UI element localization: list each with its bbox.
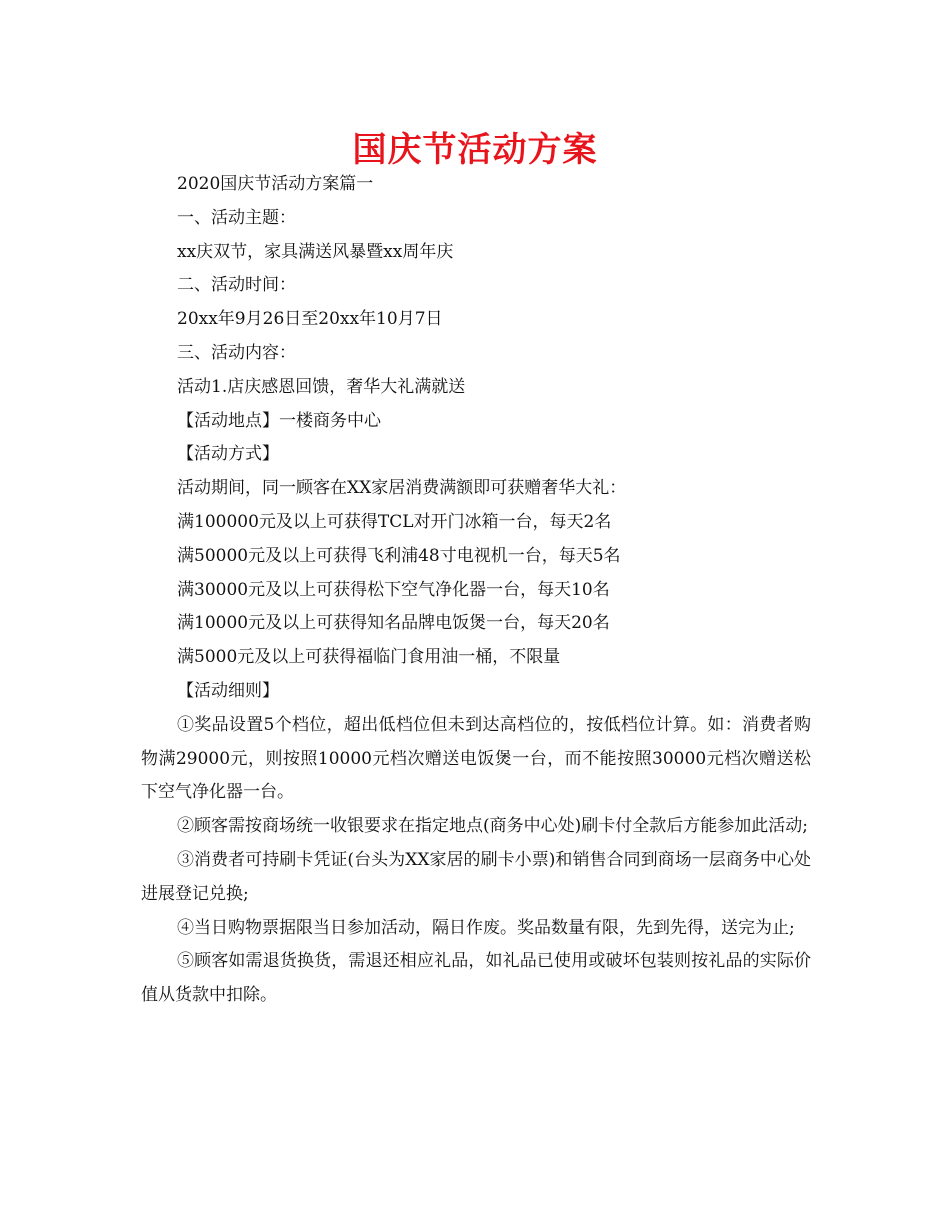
text-line: 【活动地点】一楼商务中心 (177, 410, 381, 431)
rule-paragraph: ②顾客需按商场统一收银要求在指定地点(商务中心处)刷卡付全款后方能参加此活动; (177, 816, 808, 837)
rule-paragraph: ⑤顾客如需退货换货，需退还相应礼品，如礼品已使用或破坏包装则按礼品的实际价值从货款中扣除。 (141, 951, 811, 1006)
text-line: 【活动方式】 (177, 444, 279, 465)
section-heading-theme: 一、活动主题： (177, 207, 296, 228)
text-line: 活动期间，同一顾客在XX家居消费满额即可获赠奢华大礼： (177, 478, 627, 499)
prize-tier-line: 满50000元及以上可获得飞利浦48寸电视机一台，每天5名 (177, 545, 621, 566)
heading-line: 2020国庆节活动方案篇一 (177, 174, 374, 194)
text-line: 【活动细则】 (177, 680, 279, 701)
document-title: 国庆节活动方案 (352, 130, 598, 170)
prize-tier-line: 满10000元及以上可获得知名品牌电饭煲一台，每天20名 (177, 613, 610, 634)
text-line: xx庆双节，家具满送风暴暨xx周年庆 (177, 241, 454, 262)
section-heading-content: 三、活动内容： (177, 342, 296, 363)
text-line: 20xx年9月26日至20xx年10月7日 (177, 309, 443, 330)
rule-paragraph: ③消费者可持刷卡凭证(台头为XX家居的刷卡小票)和销售合同到商场一层商务中心处进展登记兑换; (141, 849, 811, 904)
section-heading-time: 二、活动时间： (177, 275, 296, 296)
document-body (141, 168, 811, 1013)
rule-paragraph: ④当日购物票据限当日参加活动，隔日作废。奖品数量有限，先到先得，送完为止; (177, 917, 795, 938)
text-line: 活动1.店庆感恩回馈，奢华大礼满就送 (177, 376, 466, 397)
prize-tier-line: 满100000元及以上可获得TCL对开门冰箱一台，每天2名 (177, 511, 612, 532)
prize-tier-line: 满30000元及以上可获得松下空气净化器一台，每天10名 (177, 579, 610, 600)
prize-tier-line: 满5000元及以上可获得福临门食用油一桶，不限量 (177, 647, 561, 668)
rule-paragraph: ①奖品设置5个档位，超出低档位但未到达高档位的，按低档位计算。如：消费者购物满29000元，则按照10000元档次赠送电饭煲一台，而不能按照30000元档次赠送松下空气净化器一台。 (141, 714, 811, 803)
